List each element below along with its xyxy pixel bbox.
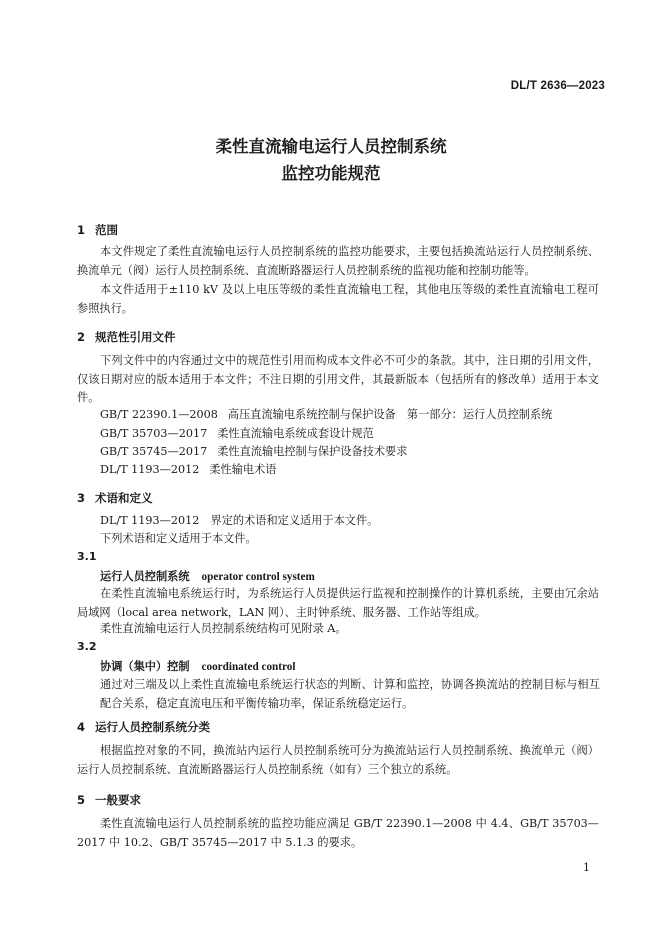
section-4-heading	[77, 719, 210, 735]
section-title: 一般要求	[95, 793, 141, 807]
section-title: 术语和定义	[95, 491, 153, 505]
reference-standard: GB/T 35745—2017	[100, 445, 208, 458]
section-4-paragraph-1: 根据监控对象的不同，换流站内运行人员控制系统可分为换流站运行人员控制系统、换流单元（阀）运行人员控制系统、直流断路器运行人员控制系统（如有）三个独立的系统。	[77, 744, 599, 776]
reference-name: 柔性输电术语	[209, 463, 277, 476]
term-chinese: 运行人员控制系统	[100, 570, 190, 583]
document-title-line2: 监控功能规范	[281, 164, 381, 183]
section-1-paragraph-1: 本文件规定了柔性直流输电运行人员控制系统的监控功能要求，主要包括换流站运行人员控制系统、换流单元（阀）运行人员控制系统、直流断路器运行人员控制系统的监视功能和控制功能等。	[77, 245, 599, 277]
section-5-heading	[77, 792, 141, 808]
term-english: operator control system	[201, 571, 315, 583]
reference-name: 柔性直流输电系统成套设计规范	[217, 427, 374, 440]
section-3-paragraph-2: 下列术语和定义适用于本文件。	[100, 532, 257, 545]
reference-item	[100, 425, 374, 441]
section-5-paragraph-1: 柔性直流输电运行人员控制系统的监控功能应满足 GB/T 22390.1—2008 中 4.4、GB/T 35703—2017 中 10.2、GB/T 35745—2017 中 5.1.3 的要求。	[77, 817, 599, 849]
standard-code: DL/T 2636—2023	[510, 80, 605, 92]
section-number: 5	[77, 793, 86, 807]
term-3-1-number: 3.1	[77, 550, 97, 563]
section-1-heading	[77, 222, 118, 238]
reference-item	[100, 461, 276, 477]
section-number: 1	[77, 223, 86, 237]
term-chinese: 协调（集中）控制	[100, 660, 190, 673]
reference-standard: GB/T 35703—2017	[100, 427, 208, 440]
section-2-heading	[77, 329, 176, 345]
section-3-heading	[77, 490, 153, 506]
reference-item	[100, 443, 407, 459]
term-english: coordinated control	[201, 661, 296, 673]
reference-name: 高压直流输电系统控制与保护设备 第一部分：运行人员控制系统	[227, 408, 553, 421]
section-2-paragraph-1: 下列文件中的内容通过文中的规范性引用而构成本文件必不可少的条款。其中，注日期的引用文件，仅该日期对应的版本适用于本文件；不注日期的引用文件，其最新版本（包括所有的修改单）适用于本文件。	[77, 354, 599, 404]
term-3-2-number: 3.2	[77, 640, 97, 653]
section-title: 范围	[95, 223, 118, 237]
section-number: 4	[77, 720, 86, 734]
term-3-2-heading	[100, 658, 295, 674]
section-title: 运行人员控制系统分类	[95, 720, 210, 734]
section-number: 3	[77, 491, 86, 505]
reference-standard: GB/T 22390.1—2008	[100, 408, 218, 421]
section-title: 规范性引用文件	[95, 330, 176, 344]
section-1-paragraph-2: 本文件适用于±110 kV 及以上电压等级的柔性直流输电工程，其他电压等级的柔性直流输电工程可参照执行。	[77, 283, 599, 315]
term-3-1-definition: 在柔性直流输电系统运行时，为系统运行人员提供运行监视和控制操作的计算机系统，主要由冗余站局域网（local area network，LAN 网）、主时钟系统、服务器、工作站等组成。	[77, 587, 599, 619]
term-3-1-heading	[100, 568, 315, 584]
term-3-1-note: 柔性直流输电运行人员控制系统结构可见附录 A。	[100, 622, 347, 635]
page-number: 1	[583, 861, 590, 874]
reference-name: 柔性直流输电控制与保护设备技术要求	[217, 445, 408, 458]
section-3-paragraph-1: DL/T 1193—2012 界定的术语和定义适用于本文件。	[100, 514, 379, 527]
term-3-2-definition: 通过对三端及以上柔性直流输电系统运行状态的判断、计算和监控，协调各换流站的控制目标与相互配合关系，稳定直流电压和平衡传输功率，保证系统稳定运行。	[100, 678, 600, 710]
reference-item	[100, 406, 552, 422]
section-number: 2	[77, 330, 86, 344]
reference-standard: DL/T 1193—2012	[100, 463, 200, 476]
document-title-line1: 柔性直流输电运行人员控制系统	[215, 137, 447, 156]
